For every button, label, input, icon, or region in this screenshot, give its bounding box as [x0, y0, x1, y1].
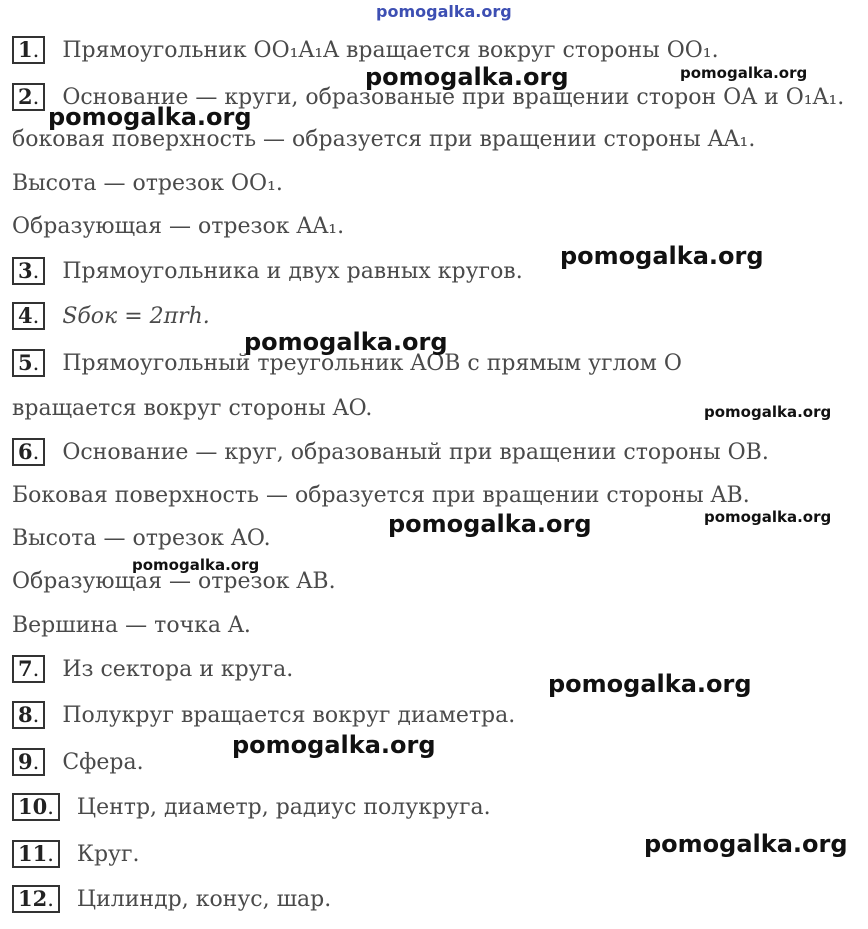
watermark: pomogalka.org: [644, 830, 848, 858]
watermark: pomogalka.org: [704, 508, 832, 526]
answer-line-7: [12, 655, 293, 685]
answer-line-12: [12, 885, 331, 915]
answer-number: 6.: [12, 438, 45, 466]
answer-line-8: [12, 701, 515, 731]
answer-line-2d: Образующая — отрезок AA₁.: [12, 214, 345, 239]
answer-text: Основание — круги, образованые при вращении сторон OA и O₁A₁.: [62, 85, 845, 110]
answer-text: Из сектора и круга.: [62, 657, 294, 682]
watermark: pomogalka.org: [232, 731, 436, 759]
answer-text: Сфера.: [62, 750, 144, 775]
watermark: pomogalka.org: [560, 242, 764, 270]
answer-line-6b: Боковая поверхность — образуется при вращении стороны AB.: [12, 483, 750, 508]
answer-text: Круг.: [76, 842, 140, 867]
answer-text: Полукруг вращается вокруг диаметра.: [62, 703, 516, 728]
watermark: pomogalka.org: [548, 670, 752, 698]
answer-text: Sбок = 2πrh.: [62, 304, 210, 329]
answer-line-6e: Вершина — точка A.: [12, 613, 251, 638]
watermark: pomogalka.org: [704, 403, 832, 421]
answer-line-6d: Образующая — отрезок AB.: [12, 569, 336, 594]
answer-text: Прямоугольник OO₁A₁A вращается вокруг стороны OO₁.: [62, 38, 719, 63]
answer-number: 2.: [12, 83, 45, 111]
answer-number: 8.: [12, 701, 45, 729]
answer-line-10: [12, 793, 491, 823]
answer-text: Цилиндр, конус, шар.: [76, 887, 332, 912]
answer-line-3: [12, 257, 523, 287]
watermark: pomogalka.org: [244, 328, 448, 356]
answer-number: 1.: [12, 36, 45, 64]
answer-line-11: [12, 840, 140, 870]
answer-number: 5.: [12, 349, 45, 377]
answer-line-2c: Высота — отрезок OO₁.: [12, 171, 283, 196]
watermark-top: pomogalka.org: [376, 2, 512, 21]
answer-line-4: [12, 302, 210, 332]
answer-line-6c: Высота — отрезок AO.: [12, 526, 271, 551]
answer-number: 10.: [12, 793, 60, 821]
answer-line-1: [12, 36, 719, 66]
answer-line-9: [12, 748, 144, 778]
answer-text: Основание — круг, образованый при вращении стороны OB.: [62, 440, 769, 465]
answer-text: Прямоугольника и двух равных кругов.: [62, 259, 523, 284]
answer-number: 4.: [12, 302, 45, 330]
answer-line-2b: боковая поверхность — образуется при вращении стороны AA₁.: [12, 127, 756, 152]
watermark: pomogalka.org: [48, 103, 252, 131]
answer-number: 9.: [12, 748, 45, 776]
answer-number: 7.: [12, 655, 45, 683]
watermark: pomogalka.org: [680, 64, 808, 82]
answer-number: 3.: [12, 257, 45, 285]
answer-number: 12.: [12, 885, 60, 913]
answer-text: Центр, диаметр, радиус полукруга.: [76, 795, 491, 820]
answer-line-5b: вращается вокруг стороны AO.: [12, 396, 373, 421]
watermark: pomogalka.org: [365, 63, 569, 91]
watermark: pomogalka.org: [132, 556, 260, 574]
answer-text: Прямоугольный треугольник AOB с прямым углом O: [62, 351, 682, 376]
watermark: pomogalka.org: [388, 510, 592, 538]
answer-line-6: [12, 438, 769, 468]
answer-number: 11.: [12, 840, 60, 868]
